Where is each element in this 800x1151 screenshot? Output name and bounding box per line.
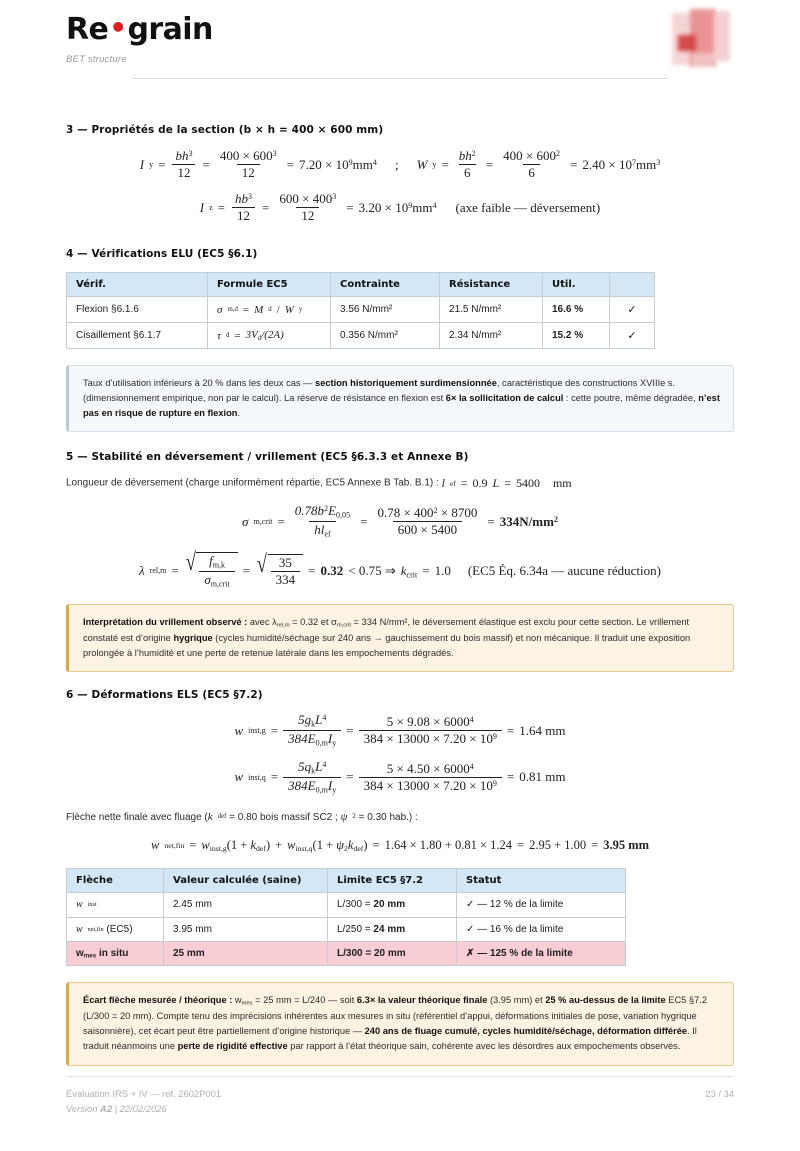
cell-contrainte: 3.56 N/mm² (331, 297, 440, 323)
brand-logo (66, 11, 734, 47)
section-3-heading: 3 — Propriétés de la section (b × h = 400 × 600 mm) (66, 124, 384, 136)
cell-valeur: 3.95 mm (164, 917, 328, 941)
section-5-lambda-equation: λ rel,m = √ $\frac{f_{m,k}}{\sigma_{m,crit}}$ = √ $\frac{35}{334}$ = 0.32 < 0.75 ⇒ $k_{crit}$ = 1.0 (EC5 Éq. 6.34a — aucune réduction) (139, 549, 661, 589)
cell-statut: ✗ — 125 % de la limite (457, 941, 626, 966)
col-statut: Statut (457, 869, 626, 893)
els-deflection-table (66, 868, 626, 966)
cell-valeur: 25 mm (164, 941, 328, 966)
section-4-heading: 4 — Vérifications ELU (EC5 §6.1) (66, 248, 258, 261)
cell-contrainte: 0.356 N/mm² (331, 323, 440, 349)
equation-iz: I z = $\frac{hb^3}{12}$ = $\frac{600 \times 400^3}{12}$ = $3.20 \times 10^9mm^4$ (axe faible — déversement) (199, 191, 601, 224)
section-4-callout: Taux d’utilisation inférieurs à 20 % dans les deux cas — section historiquement surdimensionnée, caractéristique des constructions XVIIIe s. (dimensionnement empirique, non par le calcul). La réserve de résistance en flexion est 6× la sollicitation de calcul : cette poutre, même dégradée, n’est pas en risque de rupture en flexion. (66, 365, 734, 432)
cell-verif: Cisaillement §6.1.7 (67, 323, 208, 349)
footer-reference: Évaluation IRS + IV — ref. 2602P001 (66, 1087, 222, 1099)
table-row (67, 323, 655, 349)
document-footer (66, 1086, 734, 1116)
cell-fleche-symbol: $w_{mes}$ in situ (67, 941, 164, 966)
cell-limite: L/300 = 20 mm (328, 893, 457, 917)
section-6-wnet-fin-equation: w net,fin = $w_{inst,g}(1 + k_{def})$ + $w_{inst,q}(1 + \psi_2k_{def})$ = 1.64 × 1.80 + 0.81 × 1.24 = 2.95 + 1.00 = 3.95 mm (150, 838, 650, 854)
section-5-sigma-crit-equation: σ m,crit = $\frac{0.78b^2E_{0,05}}{hl_{ef}}$ = $\frac{0.78 \times 400^2 \times 8700}{600 \times 5400}$ = $334N/mm^2$ (242, 503, 558, 539)
header-divider (132, 78, 668, 79)
elu-verification-table (66, 272, 655, 349)
section-3-equation-row-2 (66, 192, 734, 223)
col-resistance: Résistance (440, 273, 543, 297)
col-formule: Formule EC5 (208, 273, 331, 297)
cell-util: 15.2 % (543, 323, 610, 349)
cell-resistance: 21.5 N/mm² (440, 297, 543, 323)
logo-text-second: grain (127, 12, 213, 47)
table-row (67, 893, 626, 917)
equation-wy: W y = $\frac{bh^2}{6}$ = $\frac{400 \times 600^2}{6}$ = $2.40 \times 10^7mm^3$ (416, 148, 661, 181)
footer-version: Version A2 | 22/02/2026 (66, 1102, 167, 1114)
section-5-intro: Longueur de déversement (charge uniformément répartie, EC5 Annexe B Tab. B.1) : l ef = 0.9 L = 5400 mm (66, 476, 572, 491)
cell-formule: σ m,d = M d / W y (208, 297, 331, 323)
section-6-winst-q-equation: w inst,q = $\frac{5q_kL^4}{384E_{0,m}I_y}$ = $\frac{5 \times 4.50 \times 6000^4}{384 \times 13000 \times 7.20 \times 10^9}$ = 0.81 mm (234, 759, 566, 795)
cell-verif: Flexion §6.1.6 (67, 297, 208, 323)
page-number: 23 / 34 (705, 1087, 734, 1099)
cell-fleche-symbol: w net,fin (EC5) (67, 917, 164, 941)
section-6-winst-g-equation: w inst,g = $\frac{5g_kL^4}{384E_{0,m}I_y}$ = $\frac{5 \times 9.08 \times 6000^4}{384 \times 13000 \times 7.20 \times 10^9}$ = 1.64 mm (234, 712, 566, 748)
col-fleche: Flèche (67, 869, 164, 893)
cell-formule: τ d = $3V_d/(2A)$ (208, 323, 331, 349)
col-util: Util. (543, 273, 610, 297)
cell-valeur: 2.45 mm (164, 893, 328, 917)
cell-util: 16.6 % (543, 297, 610, 323)
col-contrainte: Contrainte (331, 273, 440, 297)
table-header-row (67, 273, 655, 297)
cell-fleche-symbol: w inst (67, 893, 164, 917)
brand-tagline: BET structure (66, 54, 127, 65)
col-status (610, 273, 655, 297)
table-header-row (67, 869, 626, 893)
section-6-callout: Écart flèche mesurée / théorique : $w_{mes} = 25$ mm = L/240 — soit 6.3× la valeur théorique finale (3.95 mm) et 25 % au-dessus de la limite EC5 §7.2 (L/300 = 20 mm). Compte tenu des imprécisions inhérentes aux mesures in situ (référentiel d’appui, déformations initiales de pose, variation hygrique saisonnière), cet écart peut être partiellement d’origine historique — 240 ans de fluage cumulé, cycles humidité/séchage, déformation différée. Il traduit néanmoins une perte de rigidité effective par rapport à l’état théorique sain, cohérente avec les désordres aux empochements observés. (66, 982, 734, 1065)
section-6-fluage-text: Flèche nette finale avec fluage ( k def = 0.80 bois massif SC2 ; ψ 2 = 0.30 hab.) : (66, 810, 418, 823)
logo-dot-icon: • (109, 11, 127, 44)
section-6-heading: 6 — Déformations ELS (EC5 §7.2) (66, 689, 263, 702)
cell-statut: ✓ — 16 % de la limite (457, 917, 626, 941)
table-row (67, 297, 655, 323)
footer-divider (66, 1076, 734, 1077)
section-3-equation-row-1 (66, 149, 734, 180)
status-check-icon: ✓ (610, 323, 655, 349)
equation-separator: ; (394, 156, 399, 172)
col-valeur: Valeur calculée (saine) (164, 869, 328, 893)
section-5-callout: Interprétation du vrillement observé : avec $\lambda_{rel,m} = 0.32$ et $\sigma_{m,crit} = 334$ N/mm², le déversement élastique est exclu pour cette section. Le vrillement constaté est d’origine hygrique (cycles humidité/séchage sur 240 ans → gauchissement du bois massif) et non mécanique. Il traduit une exposition prolongée à l’humidité et une perte de retenue latérale dans les empochements dégradés. (66, 604, 734, 672)
blurred-red-logo-mark (668, 9, 734, 69)
equation-iy: I y = $\frac{bh^3}{12}$ = $\frac{400 \times 600^3}{12}$ = $7.20 \times 10^9mm^4$ (139, 148, 377, 181)
table-row-danger (67, 941, 626, 966)
cell-statut: ✓ — 12 % de la limite (457, 893, 626, 917)
lef-inline-math: l ef = 0.9 L = 5400 mm (441, 476, 572, 491)
col-limite: Limite EC5 §7.2 (328, 869, 457, 893)
logo-text-first: Re (66, 12, 109, 47)
table-row (67, 917, 626, 941)
equation-iz-note: (axe faible — déversement) (455, 199, 601, 215)
status-check-icon: ✓ (610, 297, 655, 323)
cell-limite: L/300 = 20 mm (328, 941, 457, 966)
document-header (66, 0, 734, 90)
section-5-heading: 5 — Stabilité en déversement / vrillement (EC5 §6.3.3 et Annexe B) (66, 451, 469, 464)
cell-limite: L/250 = 24 mm (328, 917, 457, 941)
col-verif: Vérif. (67, 273, 208, 297)
cell-resistance: 2.34 N/mm² (440, 323, 543, 349)
